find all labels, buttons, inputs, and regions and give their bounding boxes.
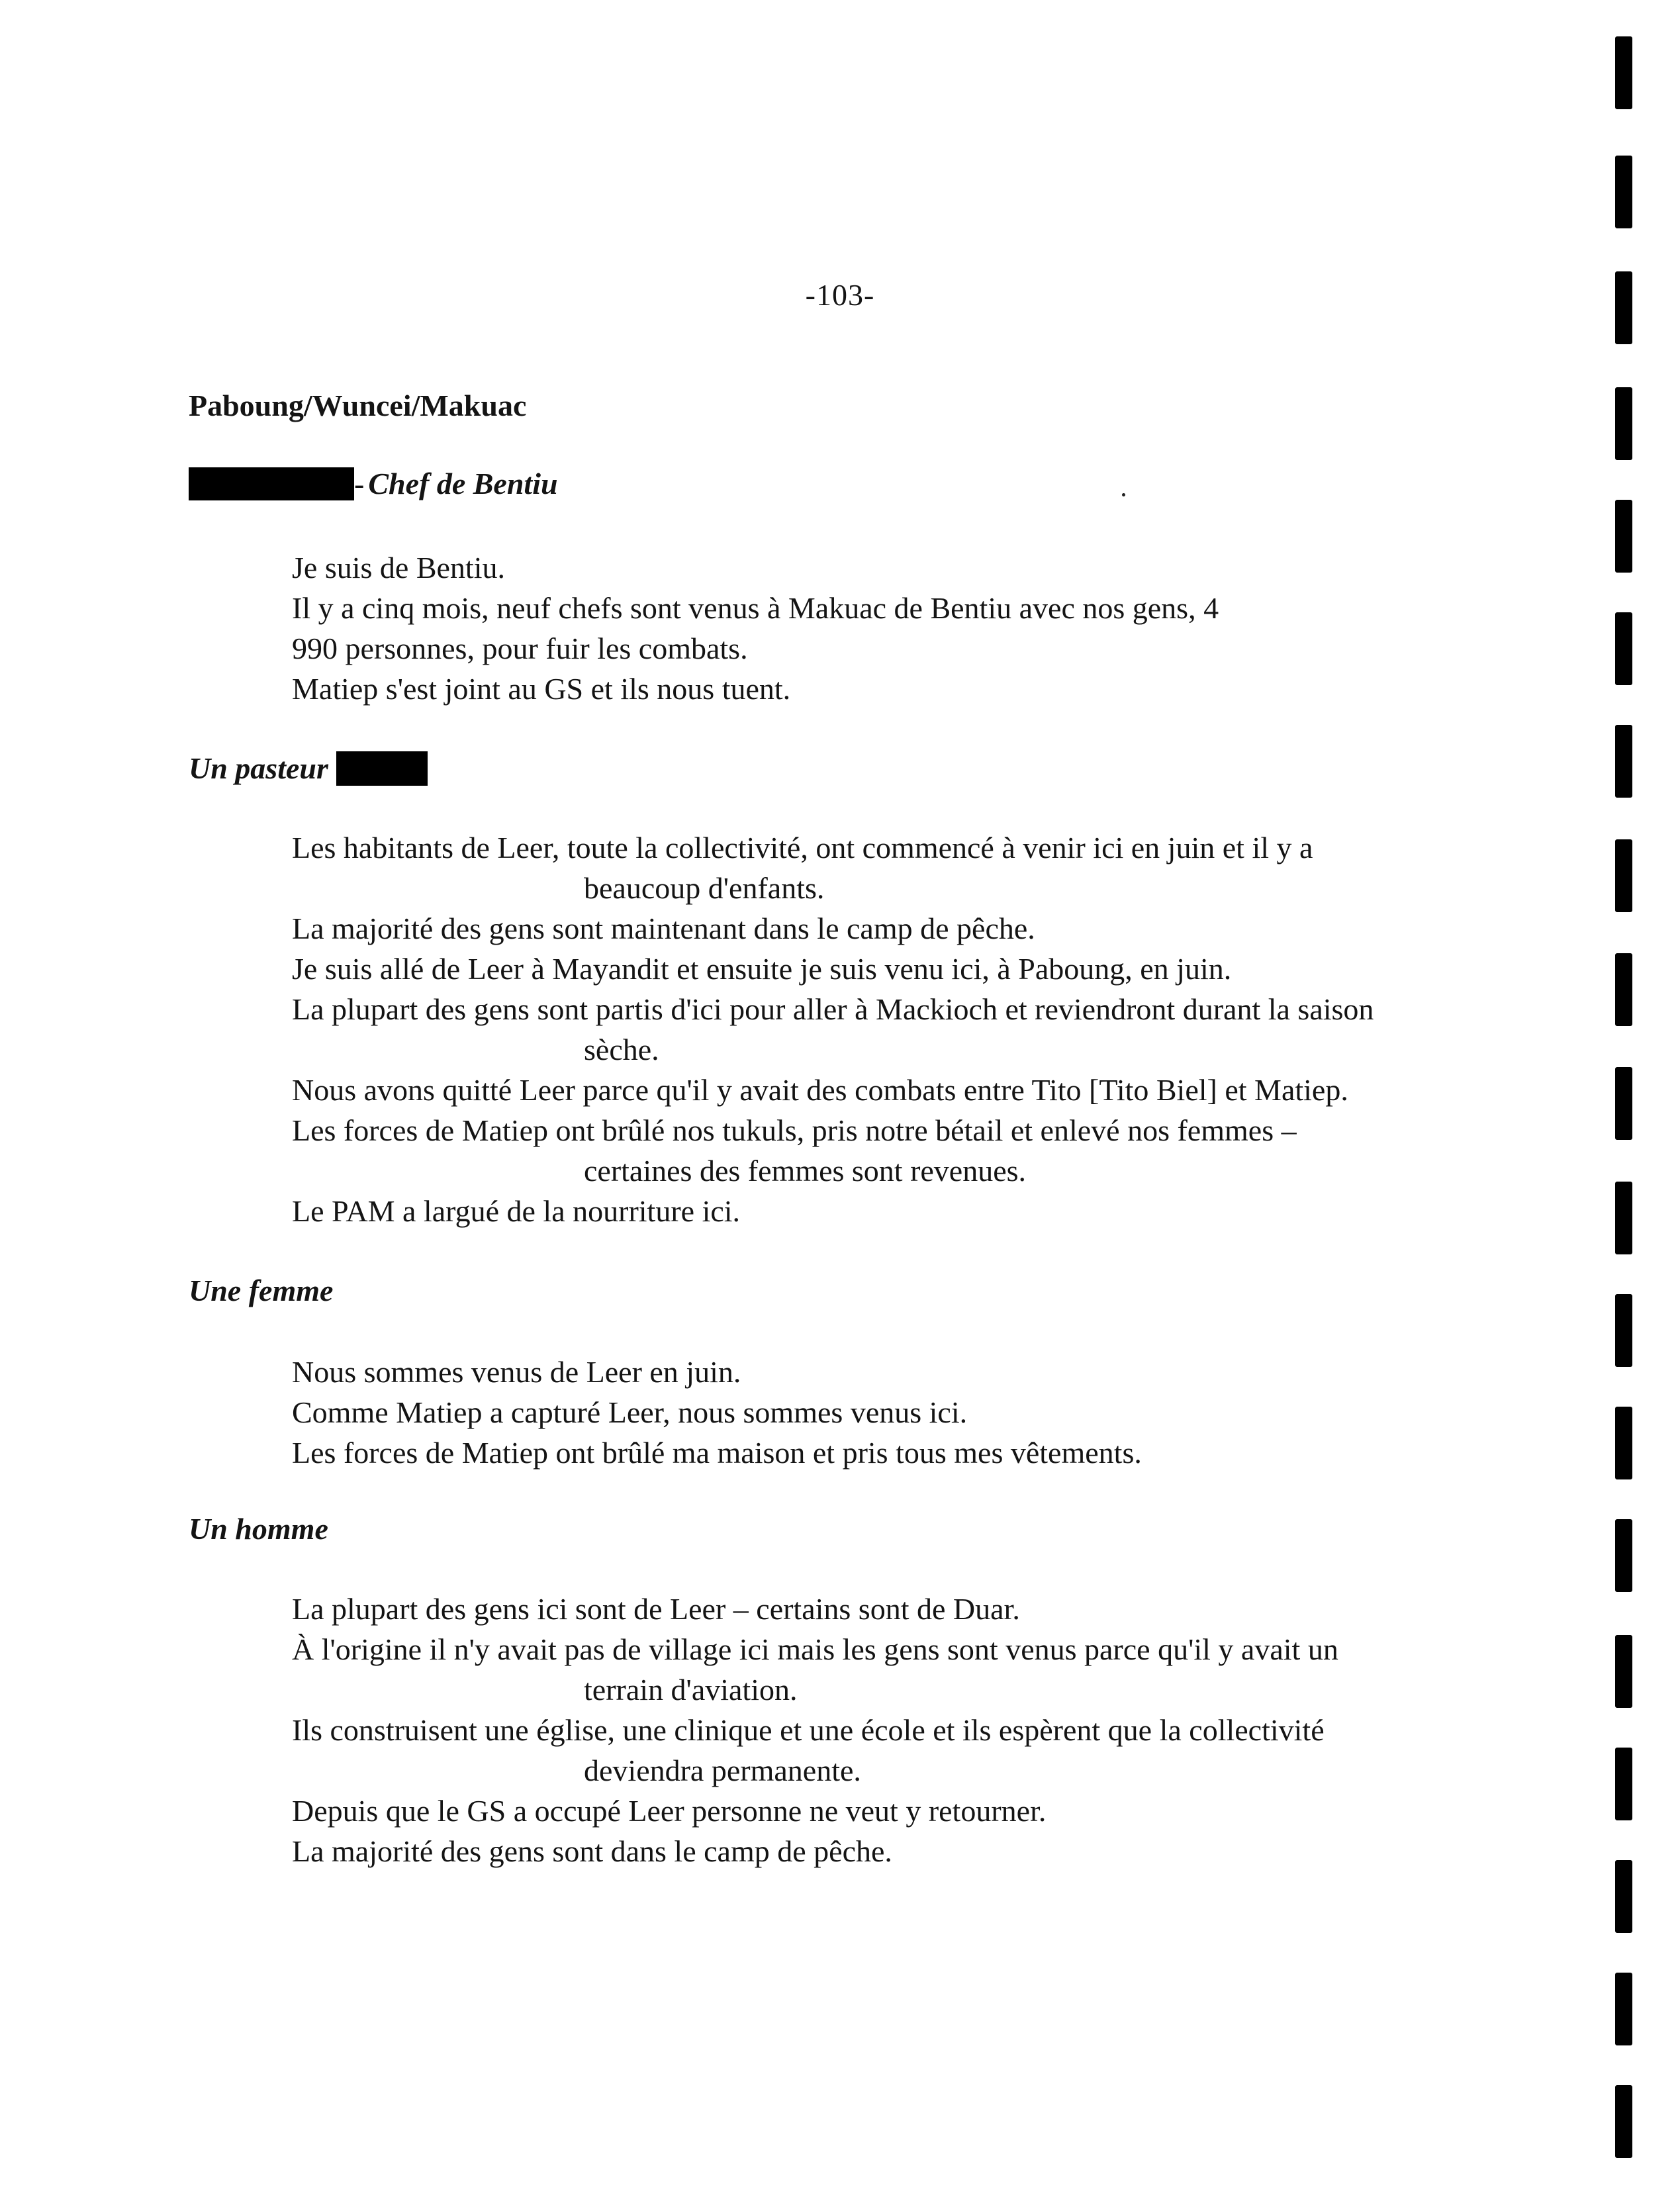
speaker-heading-femme [189,1272,333,1309]
margin-mark [1615,1407,1632,1479]
testimony-line: Je suis allé de Leer à Mayandit et ensuite je suis venu ici, à Paboung, en juin. [292,952,1232,986]
speaker-heading-chef [189,465,558,502]
testimony-line: Les forces de Matiep ont brûlé ma maison et pris tous mes vêtements. [292,1436,1142,1470]
testimony-line: sèche. [584,1033,659,1066]
speaker-heading-pasteur [189,750,428,787]
margin-mark [1615,2085,1632,2158]
testimony-line: Les forces de Matiep ont brûlé nos tukuls, pris notre bétail et enlevé nos femmes – [292,1113,1297,1147]
margin-mark [1615,839,1632,912]
margin-mark [1615,953,1632,1026]
testimony-line: Depuis que le GS a occupé Leer personne ne veut y retourner. [292,1794,1047,1828]
testimony-line: Les habitants de Leer, toute la collectivité, ont commencé à venir ici en juin et il y a [292,831,1313,865]
testimony-line: deviendra permanente. [584,1754,861,1787]
margin-mark [1615,1294,1632,1367]
testimony-femme [292,1352,1142,1473]
testimony-line: certaines des femmes sont revenues. [584,1154,1027,1188]
margin-marks [1615,0,1642,2201]
testimony-line: À l'origine il n'y avait pas de village ici mais les gens sont venus parce qu'il y avait un [292,1632,1338,1666]
margin-mark [1615,1067,1632,1140]
testimony-line: Nous sommes venus de Leer en juin. [292,1355,741,1389]
testimony-line: beaucoup d'enfants. [584,871,825,905]
testimony-line: Comme Matiep a capturé Leer, nous sommes venus ici. [292,1395,968,1429]
location-title: Paboung/Wuncei/Makuac [189,389,527,422]
page-number: -103- [805,278,875,312]
speaker-label: Un homme [189,1512,328,1546]
speaker-label: Un pasteur [189,751,328,785]
testimony-line: Je suis de Bentiu. [292,551,505,585]
margin-mark [1615,1748,1632,1820]
margin-mark [1615,1635,1632,1708]
margin-mark [1615,612,1632,685]
testimony-line: terrain d'aviation. [584,1673,798,1707]
testimony-homme [292,1589,1338,1871]
testimony-line: La plupart des gens ici sont de Leer – certains sont de Duar. [292,1592,1020,1626]
margin-mark [1615,156,1632,228]
margin-mark [1615,725,1632,798]
testimony-line: La majorité des gens sont dans le camp de pêche. [292,1834,892,1868]
testimony-line: Nous avons quitté Leer parce qu'il y avait des combats entre Tito [Tito Biel] et Matiep. [292,1073,1348,1107]
margin-mark [1615,1182,1632,1254]
margin-mark [1615,500,1632,573]
testimony-line: La majorité des gens sont maintenant dans le camp de pêche. [292,912,1035,945]
testimony-line: Matiep s'est joint au GS et ils nous tuent. [292,672,791,706]
margin-mark [1615,1860,1632,1933]
testimony-line: Ils construisent une église, une clinique et une école et ils espèrent que la collectivité [292,1713,1325,1747]
scan-speck [1122,493,1125,496]
speaker-label: Une femme [189,1274,334,1307]
testimony-chef [292,547,1219,709]
margin-mark [1615,1519,1632,1592]
margin-mark [1615,387,1632,460]
testimony-pasteur [292,827,1374,1231]
margin-mark [1615,1973,1632,2045]
speaker-heading-homme [189,1511,328,1548]
testimony-line: Le PAM a largué de la nourriture ici. [292,1194,741,1228]
margin-mark [1615,271,1632,344]
testimony-line: La plupart des gens sont partis d'ici pour aller à Mackioch et reviendront durant la saison [292,992,1374,1026]
dash: - [354,467,365,500]
testimony-line: Il y a cinq mois, neuf chefs sont venus à Makuac de Bentiu avec nos gens, 4 [292,591,1219,625]
testimony-line: 990 personnes, pour fuir les combats. [292,632,748,665]
redaction-bar [336,751,428,786]
redaction-bar [189,467,354,500]
margin-mark [1615,36,1632,109]
speaker-label: Chef de Bentiu [368,467,558,500]
